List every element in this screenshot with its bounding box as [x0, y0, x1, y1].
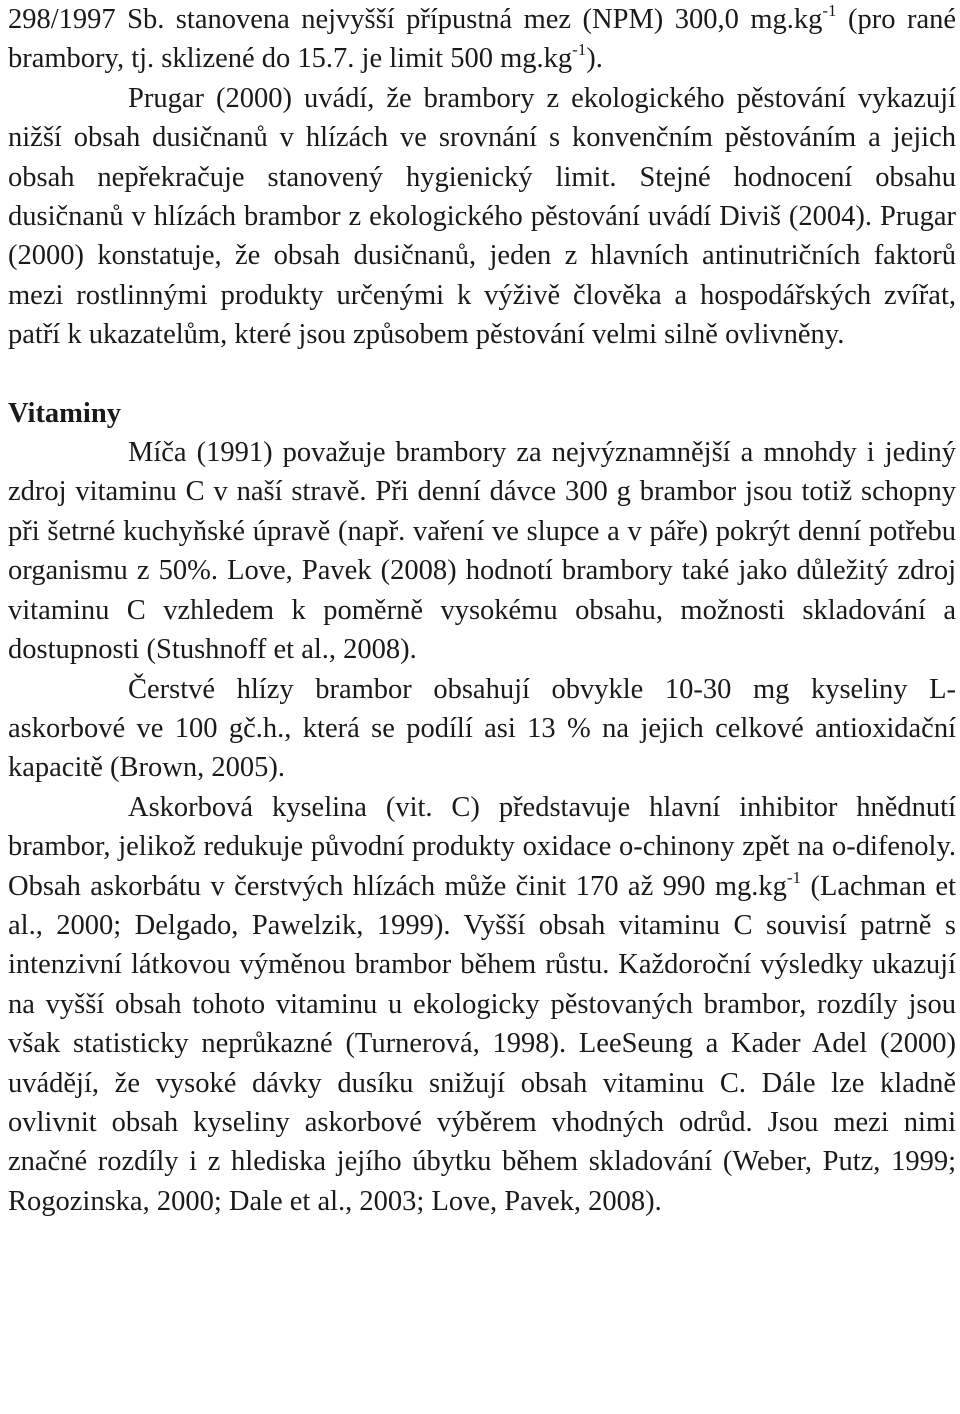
text-run: (Lachman et al., 2000; Delgado, Pawelzik, 1999). Vyšší obsah vitaminu C souvisí patrně s intenzivní látkovou výměnou brambor během růstu. Každoroční výsledky ukazují na vyšší obsah tohoto vitaminu u ekologicky pěstovaných brambor, rozdíly jsou však statisticky neprůkazné (Turnerová, 1998). LeeSeung a Kader Adel (2000) uvádějí, že vysoké dávky dusíku snižují obsah vitaminu C. Dále lze kladně ovlivnit obsah kyseliny askorbové výběrem vhodných odrůd. Jsou mezi nimi značné rozdíly i z hlediska jejího úbytku během skladování (Weber, Putz, 1999; Rogozinska, 2000; Dale et al., 2003; Love, Pavek, 2008).	[8, 870, 956, 1217]
paragraph-vitamin-c-source: Míča (1991) považuje brambory za nejvýznamnější a mnohdy i jediný zdroj vitaminu C v naší stravě. Při denní dávce 300 g brambor jsou totiž schopny při šetrné kuchyňské úpravě (např. vaření ve slupce a v páře) pokrýt denní potřebu organismu z 50%. Love, Pavek (2008) hodnotí brambory také jako důležitý zdroj vitaminu C vzhledem k poměrně vysokému obsahu, možnosti skladování a dostupnosti (Stushnoff et al., 2008).	[8, 437, 956, 666]
paragraph-nitrates: Prugar (2000) uvádí, že brambory z ekologického pěstování vykazují nižší obsah dusičnanů v hlízách ve srovnání s konvenčním pěstováním a jejich obsah nepřekračuje stanovený hygienický limit. Stejné hodnocení obsahu dusičnanů v hlízách brambor z ekologického pěstování uvádí Diviš (2004). Prugar (2000) konstatuje, že obsah dusičnanů, jeden z hlavních antinutričních faktorů mezi rostlinnými produkty určenými k výživě člověka a hospodářských zvířat, patří k ukazatelům, které jsou způsobem pěstování velmi silně ovlivněny.	[8, 82, 956, 351]
text-run: 298/1997 Sb. stanovena nejvyšší přípustná mez (NPM) 300,0 mg.kg	[8, 4, 823, 35]
paragraph-ascorbic-inhibitor	[8, 788, 956, 1221]
superscript: -1	[572, 40, 587, 60]
section-heading-vitaminy: Vitaminy	[8, 397, 121, 429]
superscript: -1	[822, 1, 837, 20]
text-run: ).	[586, 43, 603, 75]
paragraph-npm-limit	[8, 0, 956, 79]
text-run: Askorbová kyselina (vit. C) představuje hlavní inhibitor hnědnutí brambor, jelikož redukuje původní produkty oxidace o-chinony zpět na o-difenoly. Obsah askorbátu v čerstvých hlízách může činit 170 až 990 mg.kg	[8, 791, 956, 902]
document-page	[8, 0, 956, 1221]
text-run: (pro rané brambory, tj. sklizené do 15.7. je limit 500 mg.kg	[8, 4, 956, 75]
superscript: -1	[786, 867, 802, 887]
paragraph-ascorbic-content: Čerstvé hlízy brambor obsahují obvykle 10-30 mg kyseliny L-askorbové ve 100 gč.h., která se podílí asi 13 % na jejich celkové antioxidační kapacitě (Brown, 2005).	[8, 673, 956, 784]
